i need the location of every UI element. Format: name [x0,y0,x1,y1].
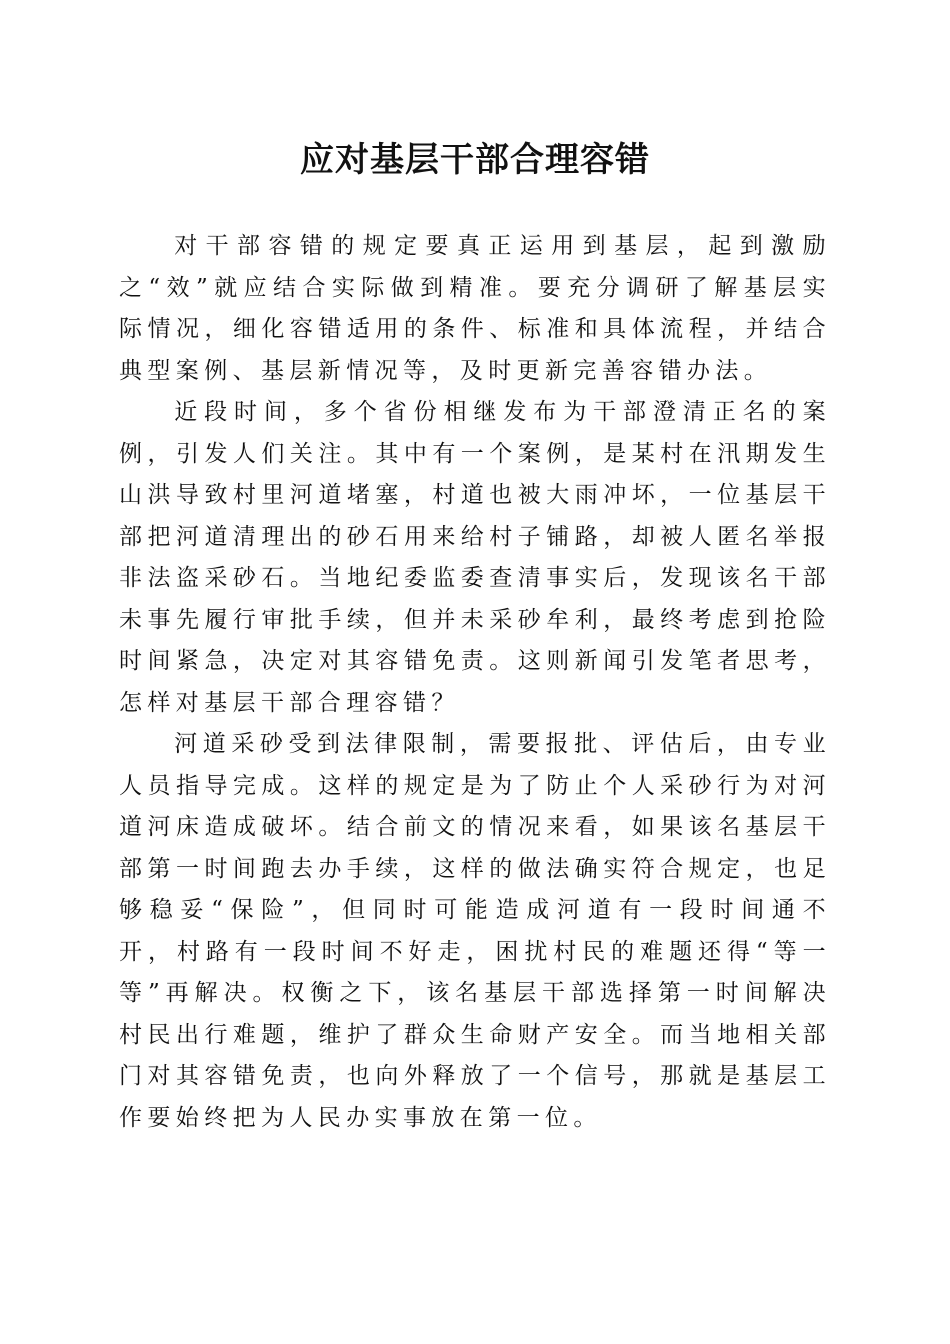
paragraph-1: 对干部容错的规定要真正运用到基层，起到激励之“效”就应结合实际做到精准。要充分调研了解基层实际情况，细化容错适用的条件、标准和具体流程，并结合典型案例、基层新情况等，及时更新完善容错办法。 [119,233,831,384]
document-body [119,226,831,1139]
document-title: 应对基层干部合理容错 [300,140,650,180]
paragraph-2: 近段时间，多个省份相继发布为干部澄清正名的案例，引发人们关注。其中有一个案例，是某村在汛期发生山洪导致村里河道堵塞，村道也被大雨冲坏，一位基层干部把河道清理出的砂石用来给村子铺路，却被人匿名举报非法盗采砂石。当地纪委监委查清事实后，发现该名干部未事先履行审批手续，但并未采砂牟利，最终考虑到抢险时间紧急，决定对其容错免责。这则新闻引发笔者思考，怎样对基层干部合理容错？ [119,399,831,716]
paragraph-3: 河道采砂受到法律限制，需要报批、评估后，由专业人员指导完成。这样的规定是为了防止个人采砂行为对河道河床造成破坏。结合前文的情况来看，如果该名基层干部第一时间跑去办手续，这样的做法确实符合规定，也足够稳妥“保险”，但同时可能造成河道有一段时间通不开，村路有一段时间不好走，困扰村民的难题还得“等一等”再解决。权衡之下，该名基层干部选择第一时间解决村民出行难题，维护了群众生命财产安全。而当地相关部门对其容错免责，也向外释放了一个信号，那就是基层工作要始终把为人民办实事放在第一位。 [119,731,831,1131]
